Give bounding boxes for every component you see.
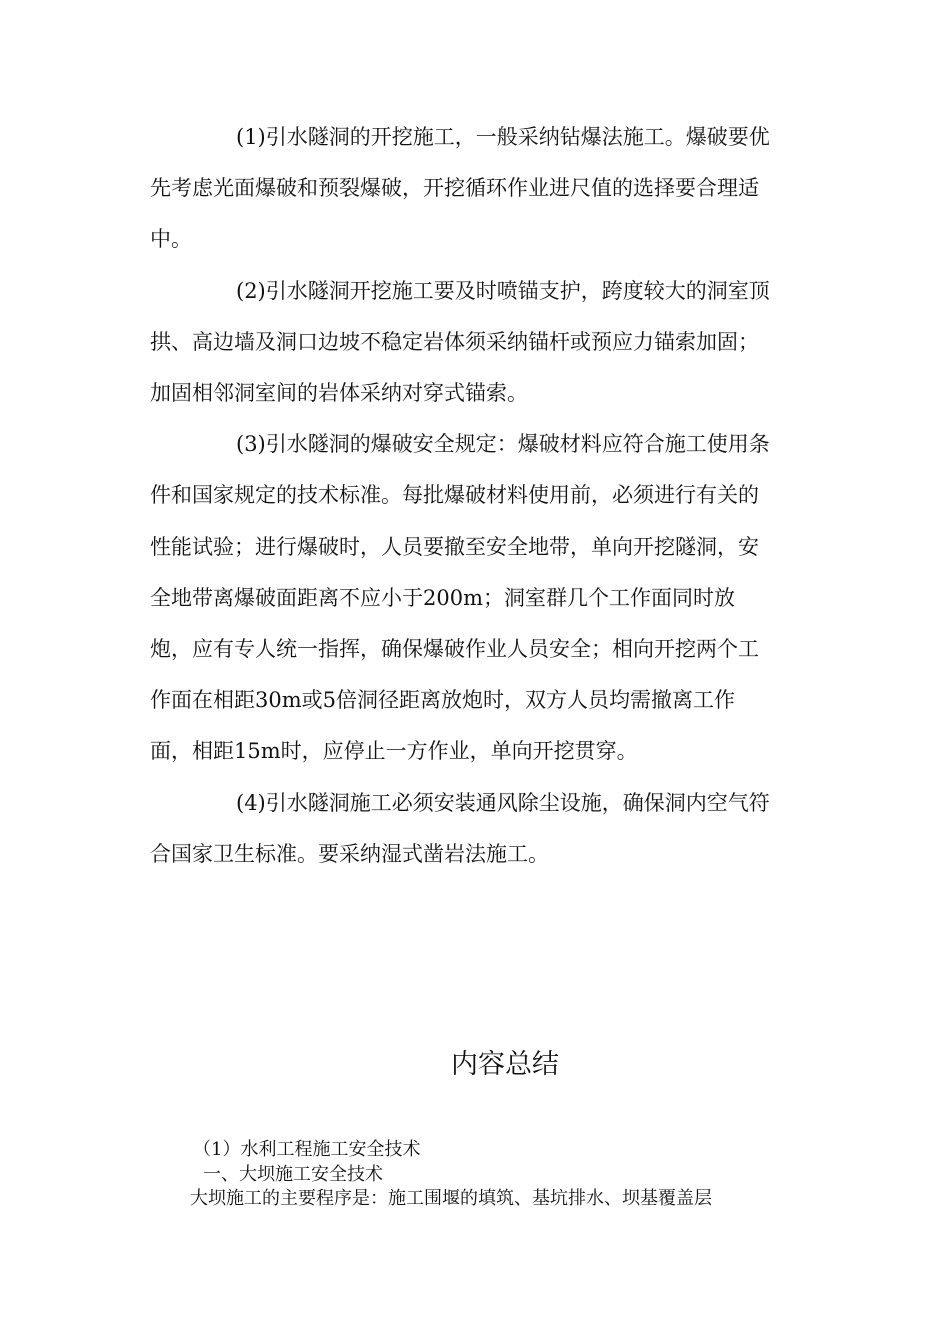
paragraph-line: 合国家卫生标准。要采纳湿式凿岩法施工。 [150, 842, 549, 866]
paragraph-line: (2)引水隧洞开挖施工要及时喷锚支护，跨度较大的洞室顶 [236, 279, 770, 303]
summary-line-1: （1）水利工程施工安全技术 [193, 1139, 421, 1160]
summary-line-3: 大坝施工的主要程序是：施工围堰的填筑、基坑排水、坝基覆盖层 [190, 1188, 712, 1209]
summary-title: 内容总结 [451, 1049, 559, 1080]
paragraph-line: 拱、高边墙及洞口边坡不稳定岩体须采纳锚杆或预应力锚索加固； [150, 330, 759, 354]
paragraph-line: 全地带离爆破面距离不应小于200m；洞室群几个工作面同时放 [150, 586, 735, 610]
paragraph-line: 加固相邻洞室间的岩体采纳对穿式锚索。 [150, 381, 528, 405]
paragraph-line: 炮，应有专人统一指挥，确保爆破作业人员安全；相向开挖两个工 [150, 637, 759, 661]
paragraph-line: 作面在相距30m或5倍洞径距离放炮时，双方人员均需撤离工作 [150, 688, 735, 712]
summary-line-2: 一、大坝施工安全技术 [203, 1164, 383, 1185]
paragraph-line: 中。 [150, 227, 192, 251]
paragraph-line: (3)引水隧洞的爆破安全规定：爆破材料应符合施工使用条 [236, 432, 770, 456]
paragraph-line: 性能试验；进行爆破时，人员要撤至安全地带，单向开挖隧洞，安 [150, 535, 759, 559]
paragraph-line: 件和国家规定的技术标准。每批爆破材料使用前，必须进行有关的 [150, 483, 759, 507]
paragraph-line: (4)引水隧洞施工必须安装通风除尘设施，确保洞内空气符 [236, 791, 770, 815]
paragraph-line: (1)引水隧洞的开挖施工，一般采纳钻爆法施工。爆破要优 [236, 125, 770, 149]
paragraph-line: 面，相距15m时，应停止一方作业，单向开挖贯穿。 [150, 739, 638, 763]
paragraph-line: 先考虑光面爆破和预裂爆破，开挖循环作业进尺值的选择要合理适 [150, 176, 759, 200]
